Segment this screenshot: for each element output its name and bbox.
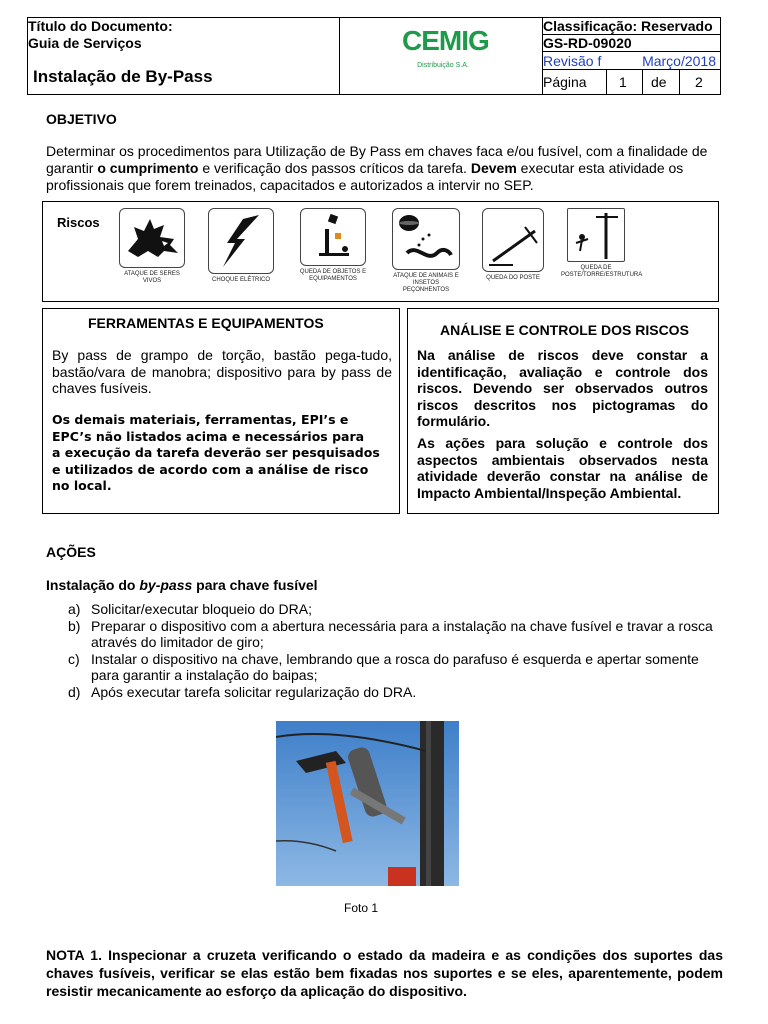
attacking-dog-icon <box>119 208 185 268</box>
text-run: garantir <box>46 160 98 176</box>
falling-person-pole-icon <box>567 208 625 262</box>
installation-subheading <box>46 577 318 593</box>
risk-caption: CHOQUE ELÉTRICO <box>211 277 270 283</box>
list-key: a) <box>68 601 81 617</box>
text-run-bold: Devem <box>470 160 517 176</box>
header-logo-cell <box>340 18 543 94</box>
page-divider <box>642 70 643 94</box>
page-number: 1 <box>619 74 627 90</box>
objetivo-line-1: Determinar os procedimentos para Utilização de By Pass em chaves faca e/ou fusível, com a finalidade de <box>46 143 708 159</box>
falling-pole-icon <box>482 208 544 272</box>
list-text: Preparar o dispositivo com a abertura necessária para a instalação na chave fusível e travar a rosca através do limitador de giro; <box>91 617 713 650</box>
text-run-bold: o cumprimento <box>97 160 199 176</box>
classification: Classificação: Reservado <box>543 18 720 35</box>
text-run: executar esta atividade os <box>516 160 684 176</box>
list-text: Após executar tarefa solicitar regularização do DRA. <box>91 683 417 700</box>
page-row <box>543 70 720 94</box>
risk-caption: QUEDA DE OBJETOS E EQUIPAMENTOS <box>299 269 367 282</box>
doc-type: Guia de Serviços <box>28 35 142 51</box>
tools-note-line: no local. <box>52 478 112 493</box>
tools-note <box>52 412 392 495</box>
list-item <box>68 618 723 651</box>
bees-snake-icon <box>392 208 460 270</box>
analysis-title: ANÁLISE E CONTROLE DOS RISCOS <box>440 322 689 338</box>
page-label: Página <box>543 74 587 90</box>
risk-analysis-box <box>407 308 719 514</box>
risk-item <box>208 208 274 284</box>
page-total: 2 <box>695 74 703 90</box>
page-divider <box>606 70 607 94</box>
objetivo-heading: OBJETIVO <box>46 111 117 127</box>
list-item <box>68 684 723 701</box>
list-key: c) <box>68 650 80 667</box>
logo-sub: Distribuição S.A. <box>417 62 469 69</box>
page-of: de <box>651 74 667 90</box>
cemig-logo <box>402 25 489 69</box>
risk-item <box>480 208 546 282</box>
objetivo-line-2 <box>46 160 723 177</box>
list-text: Instalar o dispositivo na chave, lembrando que a rosca do parafuso é esquerda e apertar somente para garantir a instalação do baipas; <box>91 650 699 683</box>
analysis-paragraph-2: As ações para solução e controle dos aspectos ambientais observados nesta atividade deverão constar na análise de Impacto Ambiental/Inspeção Ambiental. <box>417 435 708 501</box>
header-info-cell <box>543 18 720 94</box>
photo-caption: Foto 1 <box>344 901 379 915</box>
steps-list <box>68 601 723 700</box>
doc-name: Instalação de By-Pass <box>33 67 213 86</box>
lightning-icon <box>208 208 274 274</box>
list-text: Solicitar/executar bloqueio do DRA; <box>91 601 313 617</box>
analysis-paragraph-1: Na análise de riscos deve constar a identificação, avaliação e controle dos riscos. Devendo ser observados outros riscos descritos nos pictogramas do formulário. <box>417 347 708 429</box>
risk-item <box>298 208 368 283</box>
list-item <box>68 651 723 684</box>
tools-note-line: e utilizados de acordo com a análise de risco <box>52 461 369 477</box>
text-run: para chave fusível <box>192 577 318 593</box>
risk-pictograms <box>42 201 719 302</box>
header-title-cell <box>28 18 340 94</box>
tools-title: FERRAMENTAS E EQUIPAMENTOS <box>88 315 324 331</box>
doc-code: GS-RD-09020 <box>543 35 720 52</box>
risks-label: Riscos <box>57 215 100 230</box>
risk-item <box>389 208 463 294</box>
list-key: b) <box>68 617 81 634</box>
text-run: e verificação dos passos críticos da tarefa. <box>198 160 471 176</box>
note-1: NOTA 1. Inspecionar a cruzeta verificando o estado da madeira e as condições dos suportes das chaves fusíveis, verificar se elas estão bem fixadas nos suportes e se eles, aparentemente, podem resistir mecanicamente ao esforço da aplicação do dispositivo. <box>46 947 723 999</box>
list-key: d) <box>68 683 81 700</box>
revision-row <box>543 52 720 70</box>
doc-title-label: Título do Documento: <box>28 18 173 34</box>
risk-caption: QUEDA DE POSTE/TORRE/ESTRUTURA <box>561 265 643 278</box>
falling-objects-icon <box>300 208 366 266</box>
document-header <box>27 17 721 95</box>
tools-box <box>42 308 400 514</box>
text-run-italic: by-pass <box>139 577 193 593</box>
page-divider <box>679 70 680 94</box>
logo-word: CEMIG <box>402 25 489 56</box>
risk-caption: QUEDA DO POSTE <box>486 275 540 281</box>
revision: Revisão f <box>543 53 602 69</box>
revision-date: Março/2018 <box>642 53 716 69</box>
text-run: Instalação do <box>46 577 140 593</box>
risk-item <box>561 208 643 279</box>
risk-caption: ATAQUE DE SERES VIVOS <box>124 271 180 284</box>
objetivo-line-3: profissionais que forem treinados, capacitados e autorizados a intervir no SEP. <box>46 177 534 193</box>
tools-note-line: Os demais materiais, ferramentas, EPI’s e <box>52 412 349 427</box>
risk-item <box>119 208 185 285</box>
acoes-heading: AÇÕES <box>46 544 96 560</box>
tools-note-line: EPC’s não listados acima e necessários para <box>52 428 365 444</box>
tools-note-line: a execução da tarefa deverão ser pesquisados <box>52 445 380 460</box>
tools-paragraph: By pass de grampo de torção, bastão pega-tudo, bastão/vara de manobra; dispositivo para by pass de chaves fusíveis. <box>52 347 392 396</box>
risk-caption: ATAQUE DE ANIMAIS E INSETOS PEÇONHENTOS <box>393 273 459 293</box>
list-item <box>68 601 723 618</box>
bypass-photo <box>276 721 459 886</box>
